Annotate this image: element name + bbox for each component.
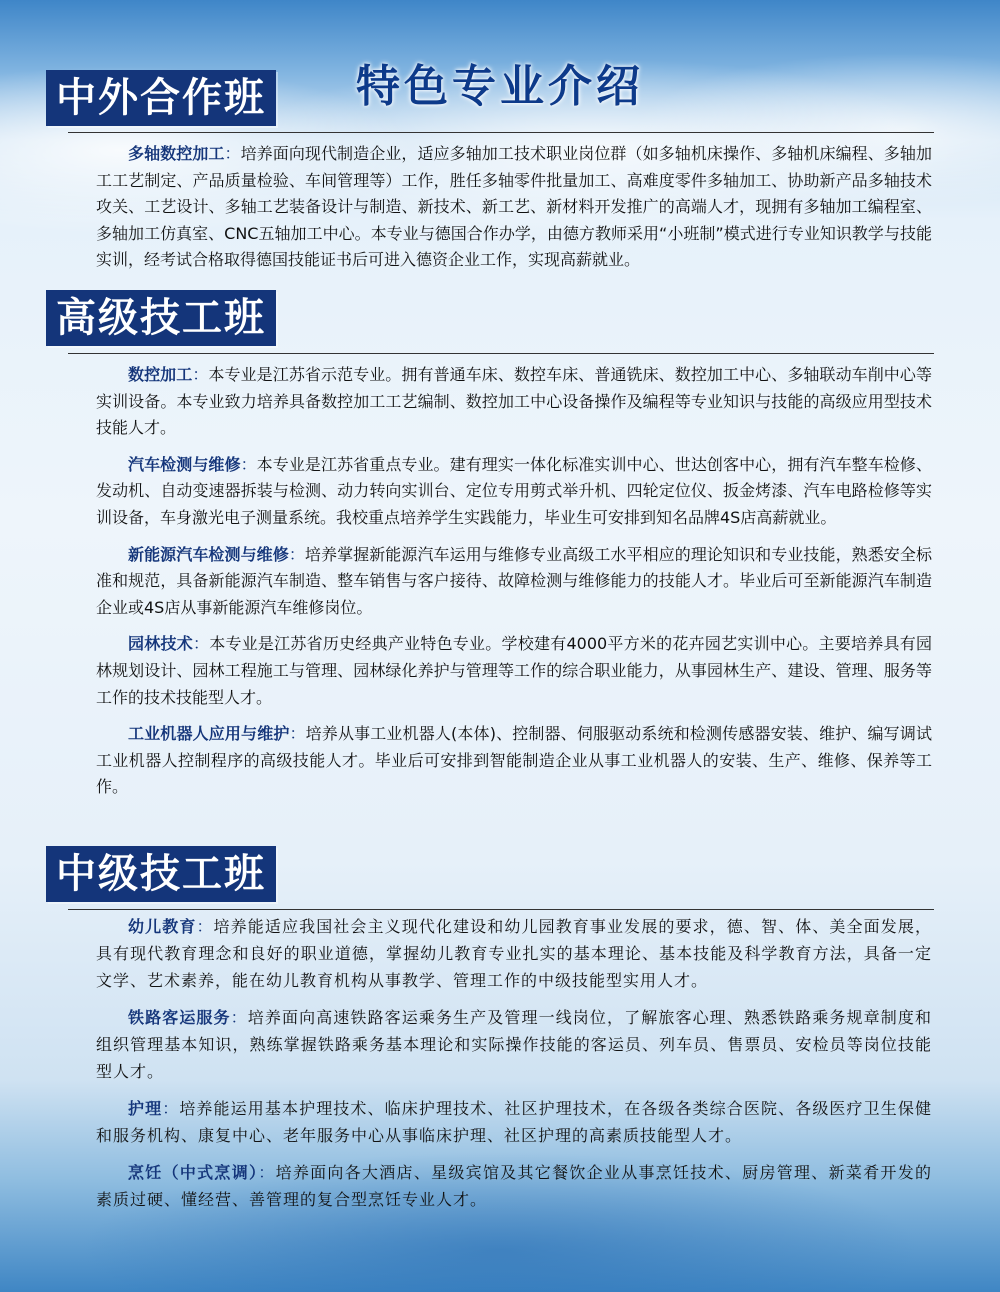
program-paragraph: 烹饪（中式烹调）：培养面向各大酒店、星级宾馆及其它餐饮企业从事烹饪技术、厨房管理、新菜肴开发的素质过硬、懂经营、善管理的复合型烹饪专业人才。: [96, 1163, 932, 1209]
program-paragraph: 新能源汽车检测与维修：培养掌握新能源汽车运用与维修专业高级工水平相应的理论知识和专业技能，熟悉安全标准和规范，具备新能源汽车制造、整车销售与客户接待、故障检测与维修能力的技能人才。毕业后可至新能源汽车制造企业或4S店从事新能源汽车维修岗位。: [96, 544, 932, 617]
program-name: 工业机器人应用与维护: [128, 724, 290, 744]
section-divider: [68, 353, 934, 354]
program-description: 培养面向各大酒店、星级宾馆及其它餐饮企业从事烹饪技术、厨房管理、新菜肴开发的素质过硬、懂经营、善管理的复合型烹饪专业人才。: [96, 1163, 932, 1209]
program-description: 培养从事工业机器人(本体)、控制器、伺服驱动系统和检测传感器安装、维护、编写调试工业机器人控制程序的高级技能人才。毕业后可安排到智能制造企业从事工业机器人的安装、生产、维修、保养等工作。: [96, 724, 932, 797]
program-description: 培养能运用基本护理技术、临床护理技术、社区护理技术，在各级各类综合医院、各级医疗卫生保健和服务机构、康复中心、老年服务中心从事临床护理、社区护理的高素质技能型人才。: [96, 1099, 932, 1145]
section-tag-intermediate-technician: 中级技工班: [46, 846, 276, 902]
program-name: 烹饪（中式烹调）: [128, 1163, 259, 1182]
program-description: 培养面向高速铁路客运乘务生产及管理一线岗位，了解旅客心理、熟悉铁路乘务规章制度和组织管理基本知识，熟练掌握铁路乘务基本理论和实际操作技能的客运员、列车员、售票员、安检员等岗位技能型人才。: [96, 1008, 932, 1081]
program-paragraph: 汽车检测与维修：本专业是江苏省重点专业。建有理实一体化标准实训中心、世达创客中心，拥有汽车整车检修、发动机、自动变速器拆装与检测、动力转向实训台、定位专用剪式举升机、四轮定位仪、扳金烤漆、汽车电路检修等实训设备，车身激光电子测量系统。我校重点培养学生实践能力，毕业生可安排到知名品牌4S店高薪就业。: [96, 454, 932, 527]
program-description: 本专业是江苏省历史经典产业特色专业。学校建有4000平方米的花卉园艺实训中心。主要培养具有园林规划设计、园林工程施工与管理、园林绿化养护与管理等工作的综合职业能力，从事园林生产、建设、管理、服务等工作的技术技能型人才。: [96, 634, 932, 707]
program-description: 本专业是江苏省示范专业。拥有普通车床、数控车床、普通铣床、数控加工中心、多轴联动车削中心等实训设备。本专业致力培养具备数控加工工艺编制、数控加工中心设备操作及编程等专业知识与技能的高级应用型技术技能人才。: [96, 365, 932, 438]
section-divider: [68, 909, 934, 910]
program-name: 园林技术: [128, 634, 193, 654]
section-divider: [68, 132, 934, 133]
program-description: 培养面向现代制造企业，适应多轴加工技术职业岗位群（如多轴机床操作、多轴机床编程、多轴加工工艺制定、产品质量检验、车间管理等）工作，胜任多轴零件批量加工、高难度零件多轴加工、协助新产品多轴技术攻关、工艺设计、多轴工艺装备设计与制造、新技术、新工艺、新材料开发推广的高端人才，现拥有多轴加工编程室、多轴加工仿真室、CNC五轴加工中心。本专业与德国合作办学，由德方教师采用“小班制”模式进行专业知识教学与技能实训，经考试合格取得德国技能证书后可进入德资企业工作，实现高薪就业。: [96, 144, 932, 270]
program-paragraph: 多轴数控加工：培养面向现代制造企业，适应多轴加工技术职业岗位群（如多轴机床操作、多轴机床编程、多轴加工工艺制定、产品质量检验、车间管理等）工作，胜任多轴零件批量加工、高难度零件多轴加工、协助新产品多轴技术攻关、工艺设计、多轴工艺装备设计与制造、新技术、新工艺、新材料开发推广的高端人才，现拥有多轴加工编程室、多轴加工仿真室、CNC五轴加工中心。本专业与德国合作办学，由德方教师采用“小班制”模式进行专业知识教学与技能实训，经考试合格取得德国技能证书后可进入德资企业工作，实现高薪就业。: [96, 144, 932, 270]
section-body-sino-foreign: [96, 141, 932, 284]
program-paragraph: 护理：培养能运用基本护理技术、临床护理技术、社区护理技术，在各级各类综合医院、各级医疗卫生保健和服务机构、康复中心、老年服务中心从事临床护理、社区护理的高素质技能型人才。: [96, 1099, 932, 1145]
program-name: 数控加工: [128, 365, 193, 384]
program-paragraph: 数控加工：本专业是江苏省示范专业。拥有普通车床、数控车床、普通铣床、数控加工中心、多轴联动车削中心等实训设备。本专业致力培养具备数控加工工艺编制、数控加工中心设备操作及编程等专业知识与技能的高级应用型技术技能人才。: [96, 365, 932, 438]
program-description: 本专业是江苏省重点专业。建有理实一体化标准实训中心、世达创客中心，拥有汽车整车检修、发动机、自动变速器拆装与检测、动力转向实训台、定位专用剪式举升机、四轮定位仪、扳金烤漆、汽车电路检修等实训设备，车身激光电子测量系统。我校重点培养学生实践能力，毕业生可安排到知名品牌4S店高薪就业。: [96, 454, 932, 527]
program-name: 护理: [128, 1099, 163, 1118]
section-body-intermediate-technician: [96, 913, 932, 1223]
program-paragraph: 铁路客运服务：培养面向高速铁路客运乘务生产及管理一线岗位，了解旅客心理、熟悉铁路乘务规章制度和组织管理基本知识，熟练掌握铁路乘务基本理论和实际操作技能的客运员、列车员、售票员、安检员等岗位技能型人才。: [96, 1008, 932, 1081]
program-name: 多轴数控加工: [128, 144, 225, 163]
page-title: 特色专业介绍: [356, 61, 644, 112]
program-paragraph: 幼儿教育：培养能适应我国社会主义现代化建设和幼儿园教育事业发展的要求，德、智、体、美全面发展，具有现代教育理念和良好的职业道德，掌握幼儿教育专业扎实的基本理论、基本技能及科学教育方法，具备一定文学、艺术素养，能在幼儿教育机构从事教学、管理工作的中级技能型实用人才。: [96, 917, 932, 990]
section-body-senior-technician: [96, 362, 932, 811]
program-name: 新能源汽车检测与维修: [128, 544, 289, 564]
section-tag-sino-foreign: 中外合作班: [46, 70, 276, 126]
program-description: 培养掌握新能源汽车运用与维修专业高级工水平相应的理论知识和专业技能，熟悉安全标准和规范，具备新能源汽车制造、整车销售与客户接待、故障检测与维修能力的技能人才。毕业后可至新能源汽车制造企业或4S店从事新能源汽车维修岗位。: [96, 544, 932, 617]
program-description: 培养能适应我国社会主义现代化建设和幼儿园教育事业发展的要求，德、智、体、美全面发展，具有现代教育理念和良好的职业道德，掌握幼儿教育专业扎实的基本理论、基本技能及科学教育方法，具备一定文学、艺术素养，能在幼儿教育机构从事教学、管理工作的中级技能型实用人才。: [96, 917, 932, 990]
program-name: 幼儿教育: [128, 917, 197, 936]
section-tag-senior-technician: 高级技工班: [46, 290, 276, 346]
program-name: 铁路客运服务: [128, 1008, 231, 1027]
program-paragraph: 园林技术：本专业是江苏省历史经典产业特色专业。学校建有4000平方米的花卉园艺实训中心。主要培养具有园林规划设计、园林工程施工与管理、园林绿化养护与管理等工作的综合职业能力，从事园林生产、建设、管理、服务等工作的技术技能型人才。: [96, 634, 932, 707]
program-paragraph: 工业机器人应用与维护：培养从事工业机器人(本体)、控制器、伺服驱动系统和检测传感器安装、维护、编写调试工业机器人控制程序的高级技能人才。毕业后可安排到智能制造企业从事工业机器人的安装、生产、维修、保养等工作。: [96, 724, 932, 797]
program-name: 汽车检测与维修: [128, 454, 241, 474]
